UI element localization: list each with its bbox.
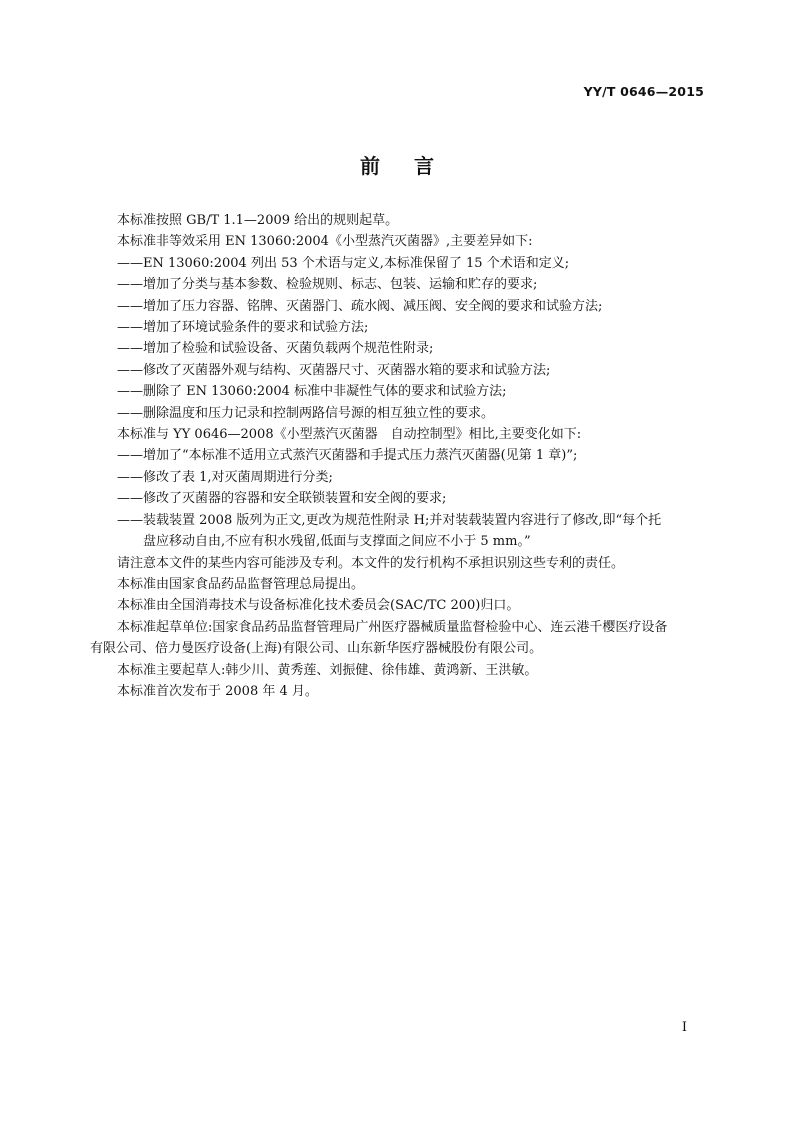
list-item: ——增加了检验和试验设备、灭菌负载两个规范性附录; xyxy=(117,341,434,357)
standard-code: YY/T 0646—2015 xyxy=(583,84,704,99)
list-item: ——修改了表 1,对灭菌周期进行分类; xyxy=(117,469,333,485)
paragraph-first-release: 本标准首次发布于 2008 年 4 月。 xyxy=(117,683,318,699)
list-item: ——增加了压力容器、铭牌、灭菌器门、疏水阀、减压阀、安全阀的要求和试验方法; xyxy=(117,298,603,314)
list-item: ——增加了“本标准不适用立式蒸汽灭菌器和手提式压力蒸汽灭菌器(见第 1 章)”; xyxy=(117,448,578,464)
list-item: ——增加了分类与基本参数、检验规则、标志、包装、运输和贮存的要求; xyxy=(117,277,538,293)
list-item: ——删除了 EN 13060:2004 标准中非凝性气体的要求和试验方法; xyxy=(117,384,507,400)
list-item: ——修改了灭菌器外观与结构、灭菌器尺寸、灭菌器水箱的要求和试验方法; xyxy=(117,362,551,378)
paragraph-drafters: 本标准主要起草人:韩少川、黄秀莲、刘振健、徐伟雄、黄鸿新、王洪敏。 xyxy=(117,662,538,678)
paragraph-drafting-rules: 本标准按照 GB/T 1.1—2009 给出的规则起草。 xyxy=(117,213,399,228)
paragraph-drafting-units: 本标准起草单位:国家食品药品监督管理局广州医疗器械质量监督检验中心、连云港千樱医疗设备 xyxy=(117,619,668,635)
page-title: 前言 xyxy=(360,154,468,178)
list-item: ——删除温度和压力记录和控制两路信号源的相互独立性的要求。 xyxy=(117,405,495,421)
page-number: I xyxy=(681,1020,687,1035)
list-item: ——修改了灭菌器的容器和安全联锁装置和安全阀的要求; xyxy=(117,491,447,507)
document-body xyxy=(90,210,707,702)
paragraph-patent-notice: 请注意本文件的某些内容可能涉及专利。本文件的发行机构不承担识别这些专利的责任。 xyxy=(117,555,625,571)
paragraph-committee: 本标准由全国消毒技术与设备标准化技术委员会(SAC/TC 200)归口。 xyxy=(117,598,520,614)
paragraph-drafting-units-continuation: 有限公司、倍力曼医疗设备(上海)有限公司、山东新华医疗器械股份有限公司。 xyxy=(90,641,543,657)
paragraph-changes: 本标准与 YY 0646—2008《小型蒸汽灭菌器 自动控制型》相比,主要变化如下: xyxy=(117,427,582,443)
list-item: ——增加了环境试验条件的要求和试验方法; xyxy=(117,320,369,336)
list-item-continuation: 盘应移动自由,不应有积水残留,低面与支撑面之间应不小于 5 mm。” xyxy=(143,534,531,550)
paragraph-adoption: 本标准非等效采用 EN 13060:2004《小型蒸汽灭菌器》,主要差异如下: xyxy=(117,234,533,250)
paragraph-proposer: 本标准由国家食品药品监督管理总局提出。 xyxy=(117,576,365,592)
list-item: ——EN 13060:2004 列出 53 个术语与定义,本标准保留了 15 个术语和定义; xyxy=(117,255,570,271)
list-item: ——装载装置 2008 版列为正文,更改为规范性附录 H;并对装载装置内容进行了修改,即“每个托 xyxy=(117,512,662,528)
